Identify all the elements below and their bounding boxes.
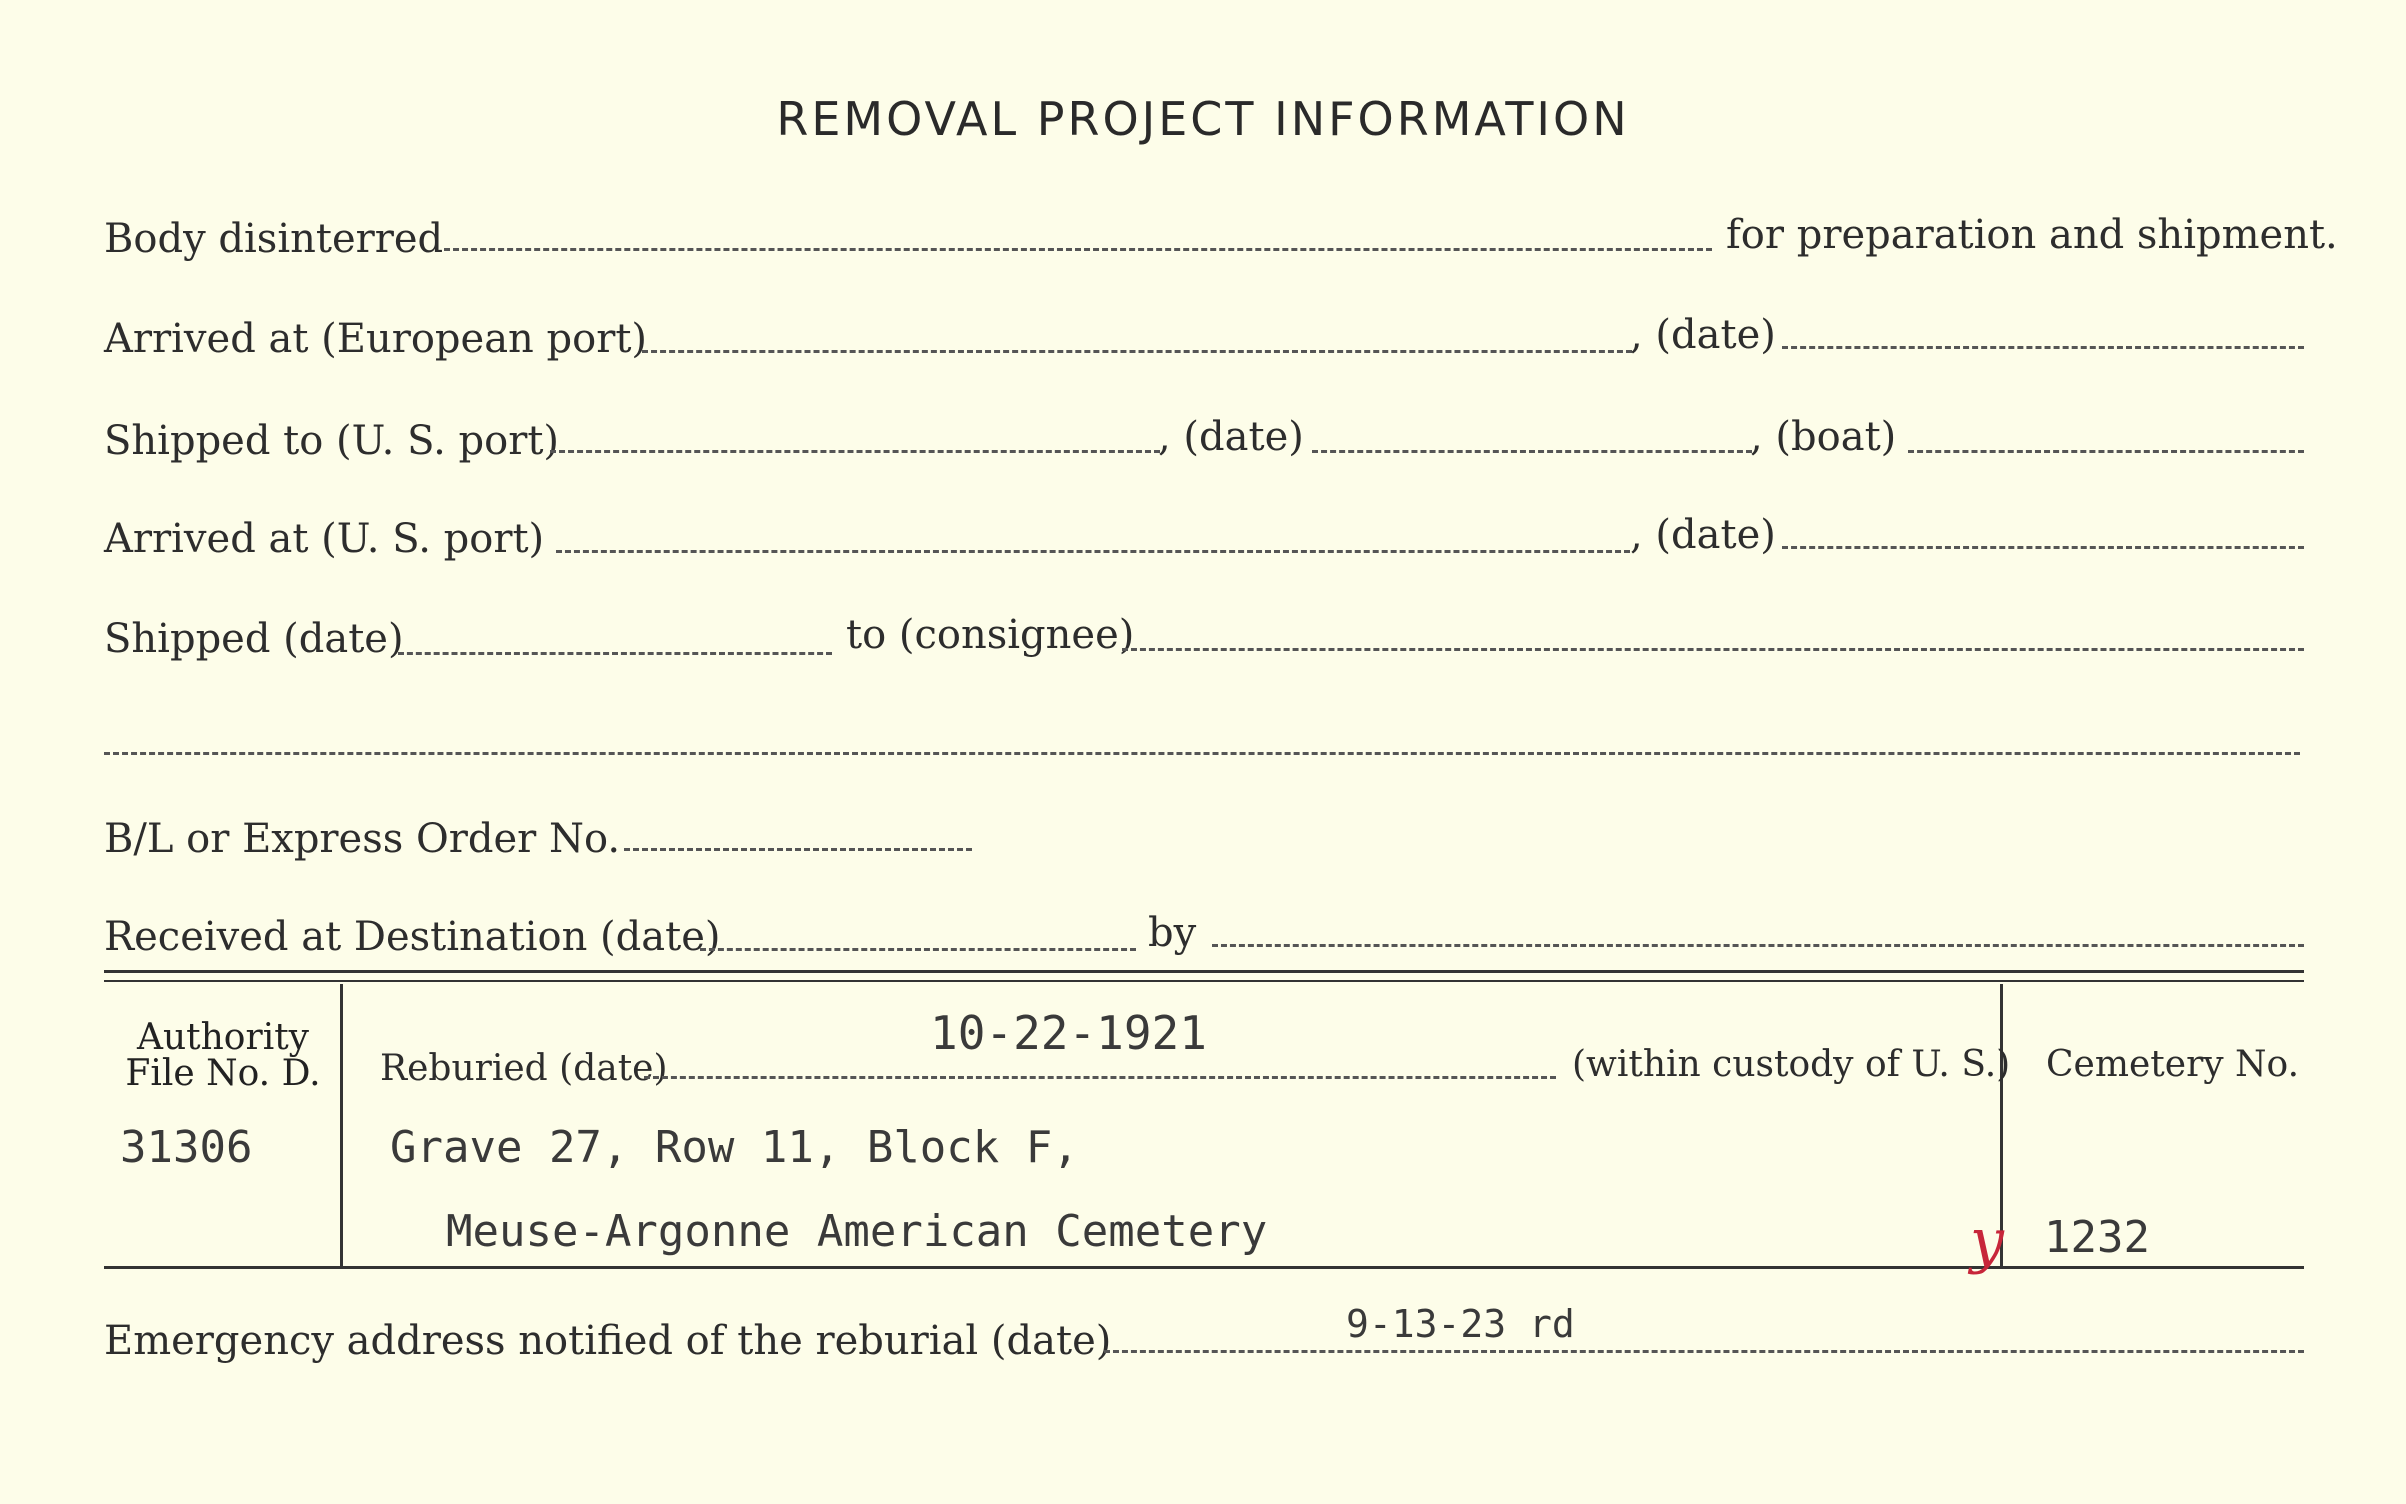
table-divider-left xyxy=(340,984,343,1266)
bl-express-order-line xyxy=(624,848,972,851)
received-destination-label: Received at Destination (date) xyxy=(104,914,721,960)
european-date-line xyxy=(1782,346,2304,349)
received-destination-line xyxy=(700,948,1136,951)
form-title: REMOVAL PROJECT INFORMATION xyxy=(776,92,1630,146)
consignee-line xyxy=(1122,648,2304,651)
preparation-shipment-label: for preparation and shipment. xyxy=(1726,212,2338,258)
emergency-date-value: 9-13-23 rd xyxy=(1346,1302,1575,1346)
table-top-rule xyxy=(104,970,2304,973)
body-disinterred-label: Body disinterred xyxy=(104,216,444,262)
shipped-date-row-line xyxy=(398,652,832,655)
arrived-date-line xyxy=(1782,546,2304,549)
shipped-us-port-label: Shipped to (U. S. port) xyxy=(104,418,559,464)
grave-location-line2: Meuse-Argonne American Cemetery xyxy=(446,1206,1268,1257)
emergency-address-label: Emergency address notified of the reburial (date) xyxy=(104,1318,1112,1364)
arrived-us-port-label: Arrived at (U. S. port) xyxy=(104,516,545,562)
consignee-label: to (consignee) xyxy=(846,612,1135,658)
consignee-continuation-line xyxy=(104,752,2300,755)
bl-express-order-label: B/L or Express Order No. xyxy=(104,816,621,862)
cemetery-no-label: Cemetery No. xyxy=(2046,1044,2300,1085)
by-line xyxy=(1212,944,2304,947)
reburied-date-label: Reburied (date) xyxy=(380,1048,668,1089)
emergency-date-line xyxy=(1104,1350,2304,1353)
by-label: by xyxy=(1148,910,1197,956)
european-date-label: , (date) xyxy=(1630,312,1776,358)
grave-location-line1: Grave 27, Row 11, Block F, xyxy=(390,1122,1079,1173)
arrived-date-label: , (date) xyxy=(1630,512,1776,558)
arrived-european-port-label: Arrived at (European port) xyxy=(104,316,648,362)
table-top-rule-2 xyxy=(104,980,2304,982)
boat-line xyxy=(1908,450,2304,453)
reburied-date-value: 10-22-1921 xyxy=(930,1006,1207,1060)
custody-label: (within custody of U. S.) xyxy=(1572,1044,2011,1085)
shipped-date-line xyxy=(1312,450,1752,453)
shipped-date-row-label: Shipped (date) xyxy=(104,616,404,662)
authority-file-number: 31306 xyxy=(120,1122,253,1173)
boat-label: , (boat) xyxy=(1750,414,1897,460)
us-port-arrived-line xyxy=(556,550,1630,553)
shipped-date-label: , (date) xyxy=(1158,414,1304,460)
reburied-date-line xyxy=(644,1076,1556,1079)
european-port-line xyxy=(642,350,1632,353)
us-port-shipped-line xyxy=(550,450,1160,453)
authority-file-label: Authority File No. D. xyxy=(125,1017,321,1094)
cemetery-no-value: 1232 xyxy=(2044,1212,2150,1263)
initial-mark: y xyxy=(1970,1206,2004,1276)
body-disinterred-line xyxy=(444,248,1712,251)
